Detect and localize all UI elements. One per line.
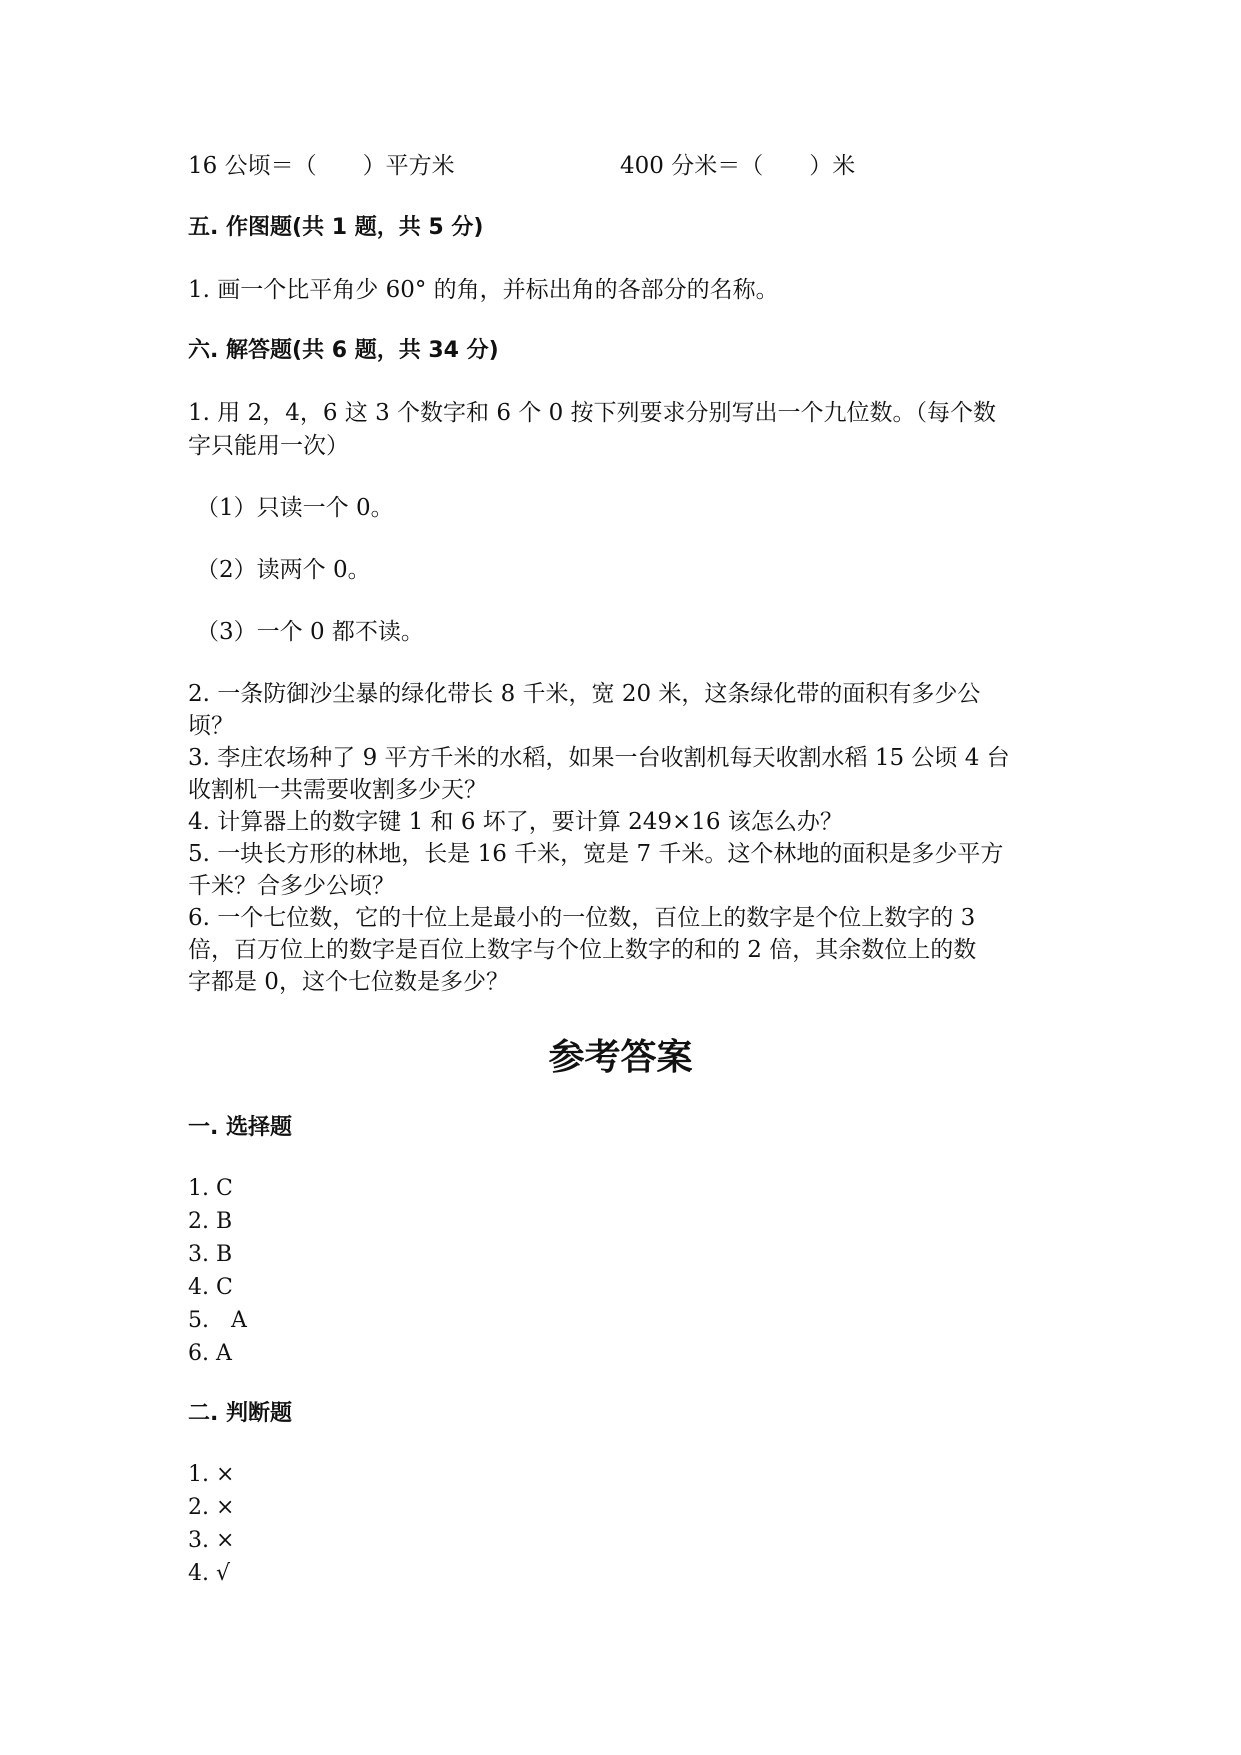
answers-choice-item: 4. C	[188, 1275, 233, 1300]
solving-question-1-sub-3: （3）一个 0 都不读。	[196, 619, 424, 645]
answers-judge-item: 4. √	[188, 1561, 231, 1586]
solving-question-1-line-2: 字只能用一次）	[188, 433, 349, 459]
solving-question-5-line-1: 5. 一块长方形的林地，长是 16 千米，宽是 7 千米。这个林地的面积是多少平方	[188, 841, 1004, 867]
conversion-question-hectare: 16 公顷＝（ ）平方米	[188, 153, 455, 179]
answers-choice-item: 5. A	[188, 1308, 247, 1333]
solving-question-6-line-2: 倍，百万位上的数字是百位上数字与个位上数字的和的 2 倍，其余数位上的数	[188, 937, 977, 963]
solving-question-1-sub-2: （2）读两个 0。	[196, 557, 371, 583]
drawing-question-1: 1. 画一个比平角少 60° 的角，并标出角的各部分的名称。	[188, 277, 779, 303]
answers-judge-heading: 二. 判断题	[188, 1401, 293, 1426]
answers-choice-heading: 一. 选择题	[188, 1115, 293, 1140]
solving-question-6-line-1: 6. 一个七位数，它的十位上是最小的一位数，百位上的数字是个位上数字的 3	[188, 905, 976, 931]
solving-question-2-line-1: 2. 一条防御沙尘暴的绿化带长 8 千米，宽 20 米，这条绿化带的面积有多少公	[188, 681, 981, 707]
answers-judge-item: 1. ×	[188, 1462, 235, 1487]
answers-judge-item: 2. ×	[188, 1495, 235, 1520]
conversion-question-decimeter: 400 分米＝（ ）米	[620, 153, 856, 179]
answers-choice-item: 1. C	[188, 1176, 233, 1201]
solving-question-6-line-3: 字都是 0，这个七位数是多少？	[188, 969, 509, 995]
section-heading-drawing: 五. 作图题(共 1 题，共 5 分)	[188, 215, 484, 240]
solving-question-5-line-2: 千米？合多少公顷？	[188, 873, 395, 899]
answers-choice-item: 6. A	[188, 1341, 232, 1366]
answers-judge-item: 3. ×	[188, 1528, 235, 1553]
answers-title: 参考答案	[548, 1037, 693, 1078]
solving-question-2-line-2: 顷？	[188, 713, 234, 739]
solving-question-1-line-1: 1. 用 2，4，6 这 3 个数字和 6 个 0 按下列要求分别写出一个九位数。（每个数	[188, 400, 997, 426]
answers-choice-item: 2. B	[188, 1209, 233, 1234]
section-heading-solving: 六. 解答题(共 6 题，共 34 分)	[188, 338, 499, 363]
solving-question-3-line-2: 收割机一共需要收割多少天？	[188, 777, 487, 803]
solving-question-3-line-1: 3. 李庄农场种了 9 平方千米的水稻，如果一台收割机每天收割水稻 15 公顷 4 台	[188, 745, 1010, 771]
solving-question-4: 4. 计算器上的数字键 1 和 6 坏了，要计算 249×16 该怎么办？	[188, 809, 843, 835]
solving-question-1-sub-1: （1）只读一个 0。	[196, 495, 394, 521]
answers-choice-item: 3. B	[188, 1242, 233, 1267]
